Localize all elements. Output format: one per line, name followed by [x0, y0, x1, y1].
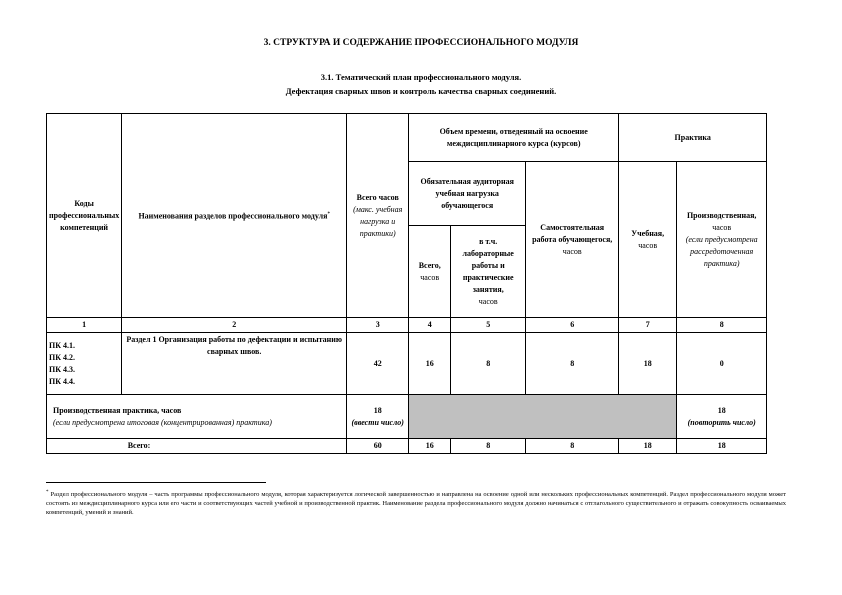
row1-self: 8	[526, 333, 619, 395]
header-production: Производственная, часов (если предусмотрена рассредоточенная практика)	[677, 162, 767, 318]
total-total: 60	[347, 439, 409, 454]
footnote-mark: *	[46, 490, 49, 495]
subheading-line1: 3.1. Тематический план профессионального модуля.	[320, 72, 522, 82]
header-section-names: Наименования разделов профессионального модуля*	[122, 114, 347, 318]
header-volume-time: Объем времени, отведенный на освоение междисциплинарного курса (курсов)	[409, 114, 619, 162]
header-self-work: Самостоятельная работа обучающегося, часов	[526, 162, 619, 318]
thematic-plan-table	[46, 113, 767, 454]
subheading-line2: Дефектация сварных швов и контроль качества сварных соединений.	[285, 86, 557, 96]
total-self: 8	[526, 439, 619, 454]
total-label: Всего:	[122, 439, 347, 454]
total-total-sub: 16	[409, 439, 451, 454]
header-practice: Практика	[619, 114, 767, 162]
row2-name: Производственная практика, часов (если предусмотрена итоговая (концентрированная) практика)	[47, 395, 347, 439]
row1-total: 42	[347, 333, 409, 395]
row2-total: 18 (ввести число)	[347, 395, 409, 439]
header-codes: Коды профессиональных компетенций	[47, 114, 122, 318]
table-row	[47, 395, 767, 439]
footnote-separator	[46, 482, 266, 483]
row1-total-sub: 16	[409, 333, 451, 395]
plan-subheading	[0, 70, 842, 98]
table-row	[47, 333, 767, 395]
header-lab-works: в т.ч. лабораторные работы и практические занятия, часов	[451, 226, 526, 318]
total-lab: 8	[451, 439, 526, 454]
section-heading: 3. СТРУКТУРА И СОДЕРЖАНИЕ ПРОФЕССИОНАЛЬНОГО МОДУЛЯ	[263, 38, 579, 48]
header-mandatory-load: Обязательная аудиторная учебная нагрузка обучающегося	[409, 162, 526, 226]
header-total-sub: Всего, часов	[409, 226, 451, 318]
row1-edu: 18	[619, 333, 677, 395]
row2-grey-cell	[409, 395, 677, 439]
column-number-row: 1 2 3 4 5 6 7 8	[47, 318, 767, 333]
row1-name: Раздел 1 Организация работы по дефектации и испытанию сварных швов.	[122, 333, 347, 395]
total-edu: 18	[619, 439, 677, 454]
row1-lab: 8	[451, 333, 526, 395]
footnote	[46, 488, 786, 517]
header-total-hours: Всего часов (макс. учебная нагрузка и практики)	[347, 114, 409, 318]
header-educational: Учебная, часов	[619, 162, 677, 318]
footnote-text: Раздел профессионального модуля – часть программы профессионального модуля, которая характеризуется логической завершенностью и направлена на освоение одной или нескольких профессиональных компетенций. Раздел профессионального модуля может состоять из междисциплинарного курса или его части и соответствующих частей учебной и производственной практик. Наименование раздела профессионального модуля должно начинаться с отглагольного существительного и отражать совокупность осваиваемых компетенций, умений и знаний.	[46, 491, 786, 517]
row1-prod: 0	[677, 333, 767, 395]
total-row	[47, 439, 767, 454]
row2-prod: 18 (повторить число)	[677, 395, 767, 439]
row1-codes: ПК 4.1. ПК 4.2. ПК 4.3. ПК 4.4.	[47, 333, 122, 395]
total-prod: 18	[677, 439, 767, 454]
